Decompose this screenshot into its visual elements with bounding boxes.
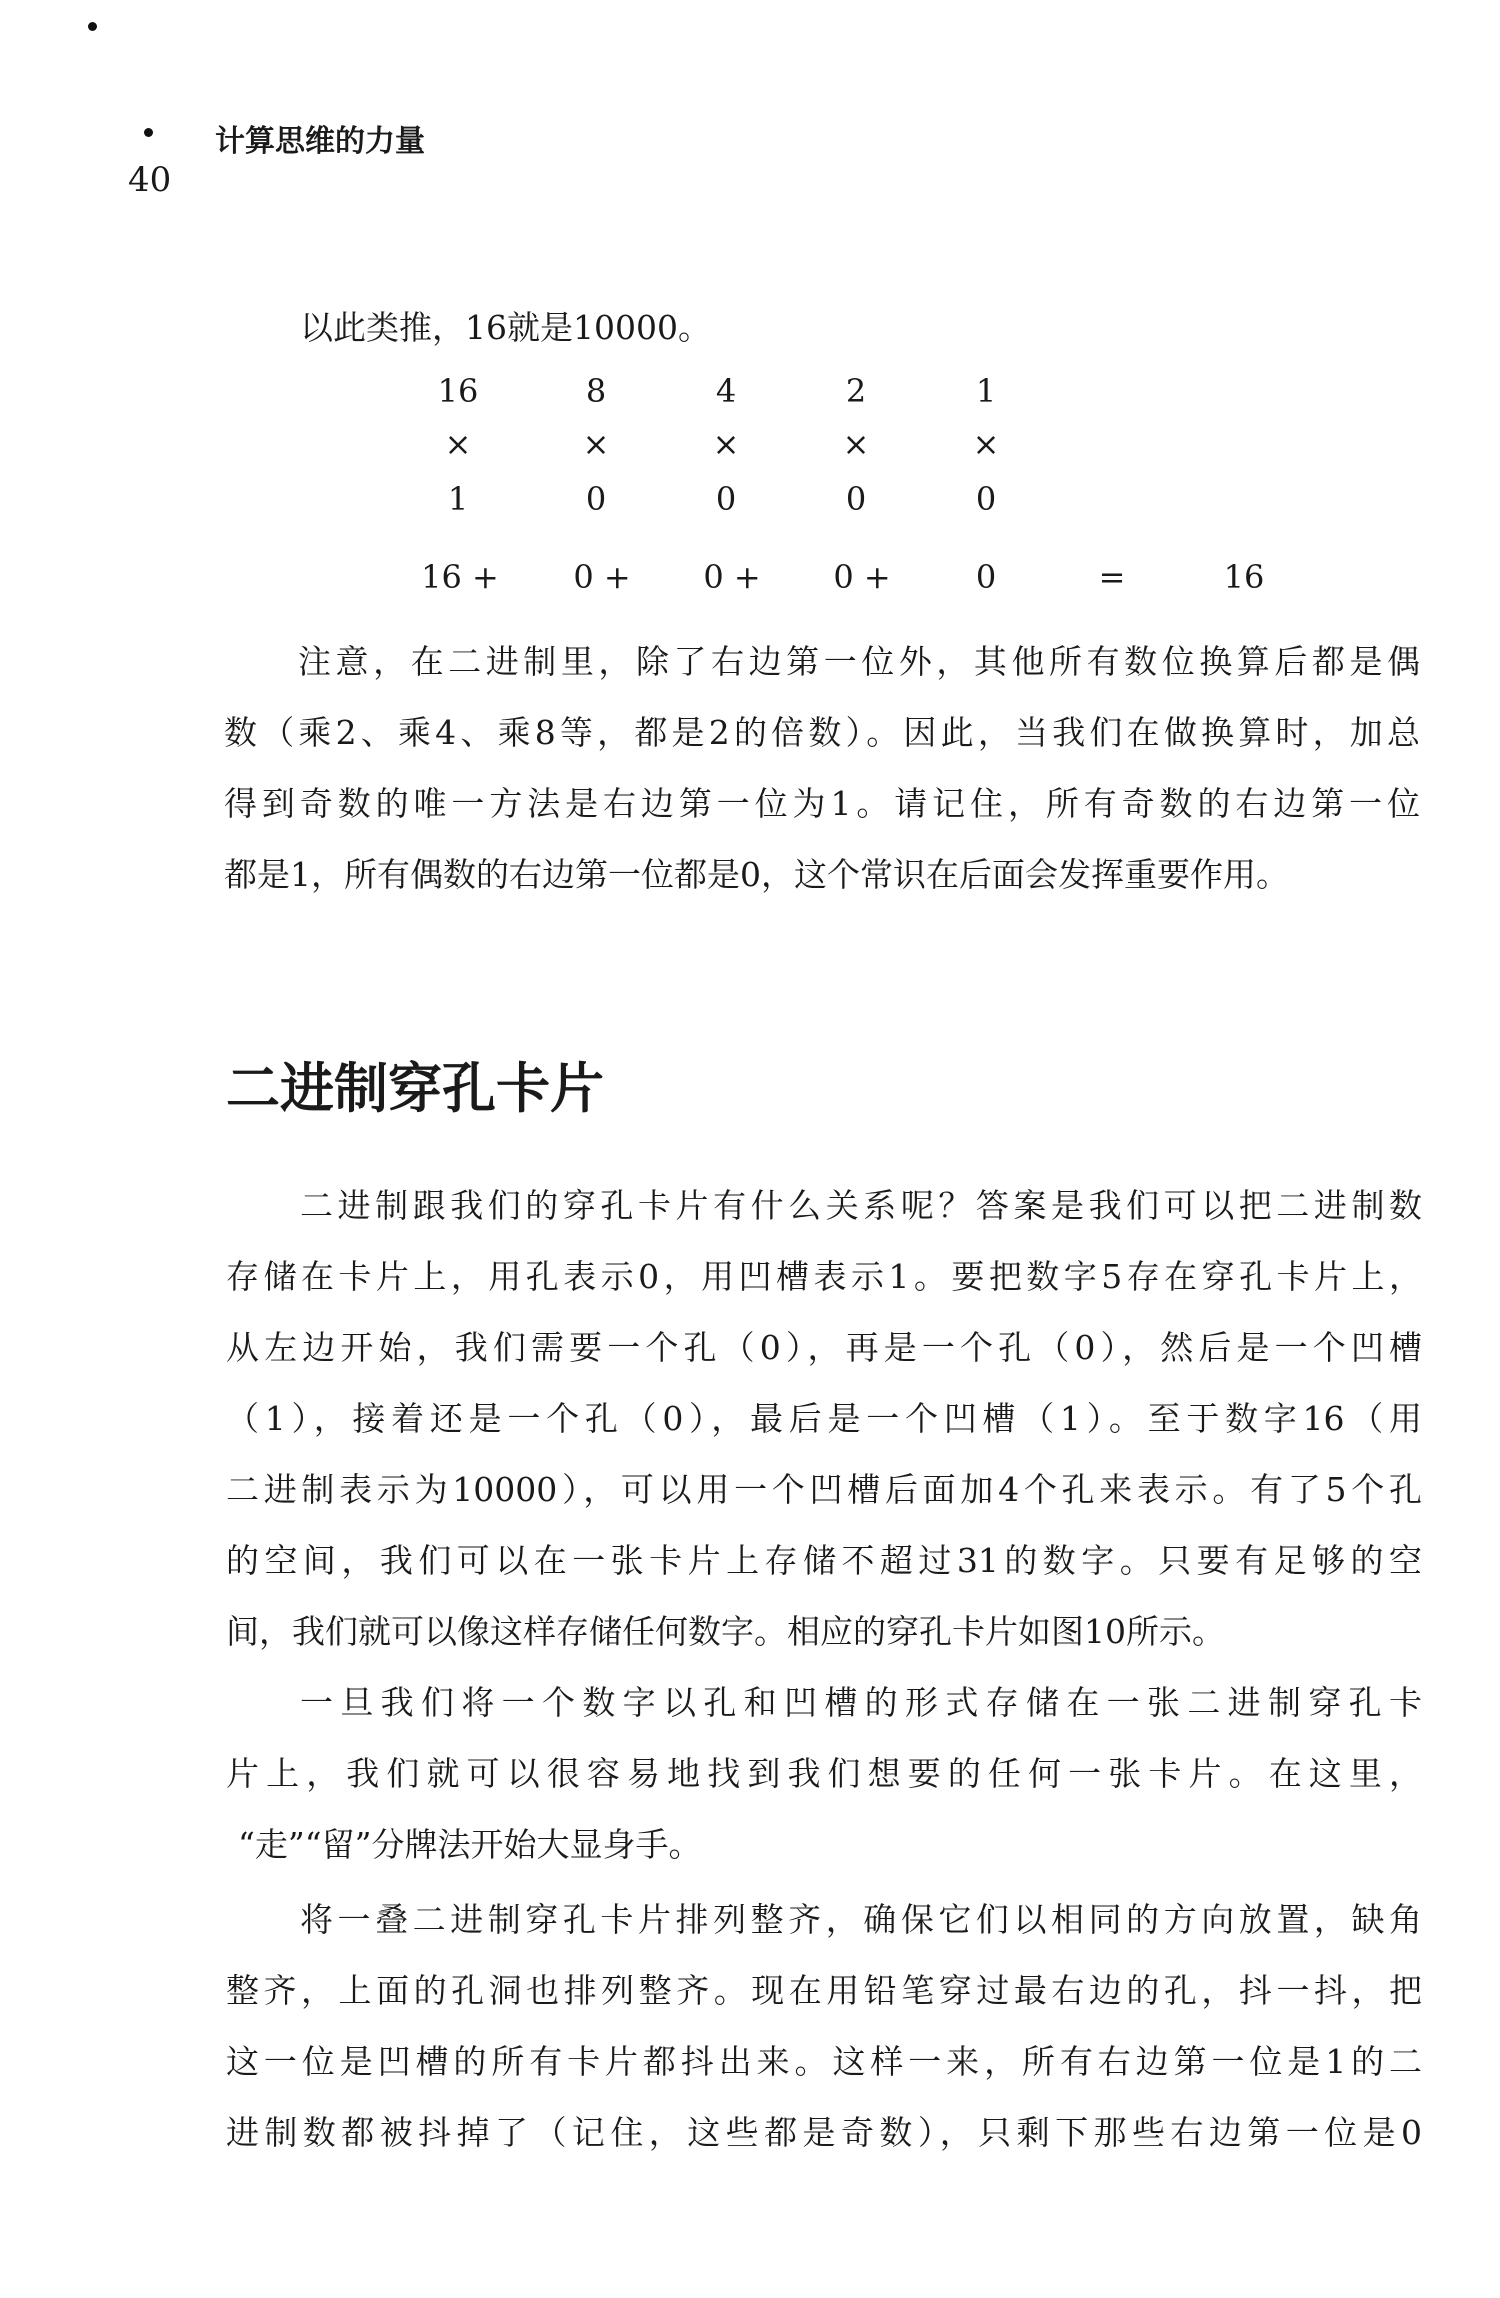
header-bullet xyxy=(144,128,153,137)
corner-dot xyxy=(88,22,97,31)
place-value: 16 xyxy=(437,372,479,410)
intro-line: 以此类推，16就是10000。 xyxy=(300,308,711,347)
binary-digit: 0 xyxy=(975,480,997,518)
product-term: 0 + xyxy=(703,558,761,596)
paragraph-3 xyxy=(226,1884,1422,2168)
text-line: “走”“留”分牌法开始大显身手。 xyxy=(238,1825,702,1864)
section-heading: 二进制穿孔卡片 xyxy=(226,1057,604,1120)
product-term: 0 + xyxy=(573,558,631,596)
place-value: 1 xyxy=(975,372,997,410)
text-line: 这一位是凹槽的所有卡片都抖出来。这样一来，所有右边第一位是1的二 xyxy=(226,2042,1422,2081)
text-line: 存储在卡片上，用孔表示0，用凹槽表示1。要把数字5存在穿孔卡片上， xyxy=(226,1257,1422,1296)
place-value: 4 xyxy=(715,372,737,410)
binary-digit: 0 xyxy=(585,480,607,518)
times-sign: × xyxy=(444,425,472,463)
times-sign: × xyxy=(842,425,870,463)
page-number: 40 xyxy=(128,160,172,200)
running-header-title: 计算思维的力量 xyxy=(215,124,425,159)
equals-sign: = xyxy=(1098,558,1126,596)
text-line: 一旦我们将一个数字以孔和凹槽的形式存储在一张二进制穿孔卡 xyxy=(300,1683,1422,1722)
text-line: 二进制表示为10000），可以用一个凹槽后面加4个孔来表示。有了5个孔 xyxy=(226,1470,1422,1509)
binary-digit: 1 xyxy=(447,480,469,518)
product-term: 0 + xyxy=(833,558,891,596)
product-term: 16 + xyxy=(421,558,499,596)
binary-digit: 0 xyxy=(845,480,867,518)
text-line: 间，我们就可以像这样存储任何数字。相应的穿孔卡片如图10所示。 xyxy=(226,1612,1225,1651)
paragraph-2 xyxy=(226,1667,1422,1880)
times-sign: × xyxy=(712,425,740,463)
paragraph-note xyxy=(224,626,1420,910)
text-line: （1），接着还是一个孔（0），最后是一个凹槽（1）。至于数字16（用 xyxy=(226,1399,1422,1438)
text-line: 得到奇数的唯一方法是右边第一位为1。请记住，所有奇数的右边第一位 xyxy=(224,784,1420,823)
binary-digit: 0 xyxy=(715,480,737,518)
paragraph-1 xyxy=(226,1170,1422,1667)
text-line: 注意，在二进制里，除了右边第一位外，其他所有数位换算后都是偶 xyxy=(298,642,1420,681)
text-line: 从左边开始，我们需要一个孔（0），再是一个孔（0），然后是一个凹槽 xyxy=(226,1328,1422,1367)
product-term: 0 xyxy=(975,558,997,596)
text-line: 将一叠二进制穿孔卡片排列整齐，确保它们以相同的方向放置，缺角 xyxy=(300,1900,1422,1939)
times-sign: × xyxy=(972,425,1000,463)
sum-result: 16 xyxy=(1223,558,1265,596)
place-value: 2 xyxy=(845,372,867,410)
text-line: 数（乘2、乘4、乘8等，都是2的倍数）。因此，当我们在做换算时，加总 xyxy=(224,713,1420,752)
times-sign: × xyxy=(582,425,610,463)
text-line: 进制数都被抖掉了（记住，这些都是奇数），只剩下那些右边第一位是0 xyxy=(226,2113,1422,2152)
text-line: 的空间，我们可以在一张卡片上存储不超过31的数字。只要有足够的空 xyxy=(226,1541,1422,1580)
text-line: 二进制跟我们的穿孔卡片有什么关系呢？答案是我们可以把二进制数 xyxy=(300,1186,1422,1225)
text-line: 片上，我们就可以很容易地找到我们想要的任何一张卡片。在这里， xyxy=(226,1754,1422,1793)
place-value: 8 xyxy=(585,372,607,410)
text-line: 都是1，所有偶数的右边第一位都是0，这个常识在后面会发挥重要作用。 xyxy=(224,855,1289,894)
text-line: 整齐，上面的孔洞也排列整齐。现在用铅笔穿过最右边的孔，抖一抖，把 xyxy=(226,1971,1422,2010)
